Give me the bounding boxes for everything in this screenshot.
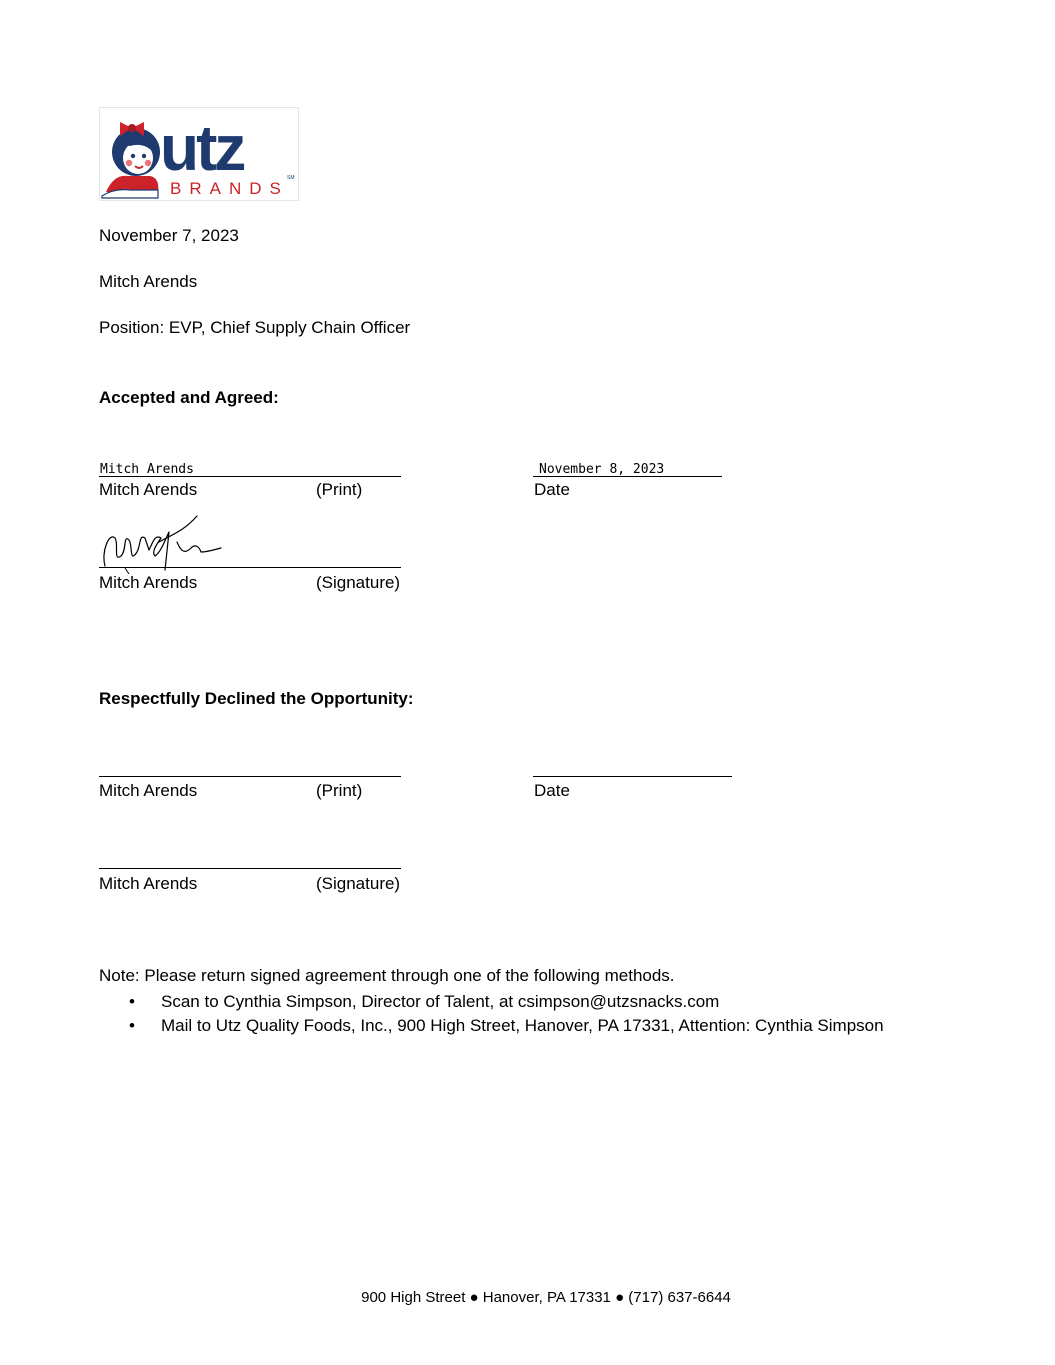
accepted-date-label: Date: [534, 480, 570, 499]
accepted-print-name: Mitch Arends: [99, 480, 198, 499]
accepted-signature-name: Mitch Arends: [99, 573, 198, 592]
bullet: •: [129, 1016, 135, 1035]
method-mail: Mail to Utz Quality Foods, Inc., 900 High Street, Hanover, PA 17331, Attention: Cynthia Simpson: [161, 1016, 884, 1035]
accepted-heading: Accepted and Agreed:: [99, 388, 279, 407]
declined-signature-line[interactable]: [99, 868, 401, 869]
recipient-name: Mitch Arends: [99, 272, 198, 291]
declined-signature-label: (Signature): [316, 874, 401, 893]
declined-heading: Respectfully Declined the Opportunity:: [99, 689, 414, 708]
logo-subtitle: BRANDS: [170, 179, 289, 198]
logo-service-mark: SM: [287, 175, 295, 181]
accepted-signature-label: (Signature): [316, 573, 401, 592]
accepted-print-value: Mitch Arends: [100, 462, 194, 477]
method-scan: Scan to Cynthia Simpson, Director of Talent, at csimpson@utzsnacks.com: [161, 992, 720, 1011]
note-intro: Note: Please return signed agreement through one of the following methods.: [99, 966, 675, 985]
accepted-print-line[interactable]: [99, 462, 401, 477]
declined-print-name: Mitch Arends: [99, 781, 198, 800]
logo-wordmark: utz: [160, 112, 244, 184]
list-item: [99, 1014, 884, 1038]
handwritten-signature: [99, 512, 229, 574]
page-footer: 900 High Street ● Hanover, PA 17331 ● (717) 637-6644: [361, 1289, 731, 1306]
declined-date-line[interactable]: [533, 776, 732, 777]
accepted-date-value: November 8, 2023: [539, 462, 665, 477]
declined-date-label: Date: [534, 781, 570, 800]
letter-date: November 7, 2023: [99, 226, 239, 245]
declined-signature-name: Mitch Arends: [99, 874, 198, 893]
bullet: •: [129, 992, 135, 1011]
declined-print-line[interactable]: [99, 776, 401, 777]
return-methods-list: [99, 990, 884, 1038]
list-item: [99, 990, 884, 1014]
accepted-signature-line[interactable]: [99, 567, 401, 568]
declined-print-label: (Print): [316, 781, 363, 800]
accepted-date-line[interactable]: [533, 462, 722, 477]
accepted-print-label: (Print): [316, 480, 363, 499]
recipient-position: Position: EVP, Chief Supply Chain Officer: [99, 318, 411, 337]
utz-brands-logo: [99, 107, 299, 201]
